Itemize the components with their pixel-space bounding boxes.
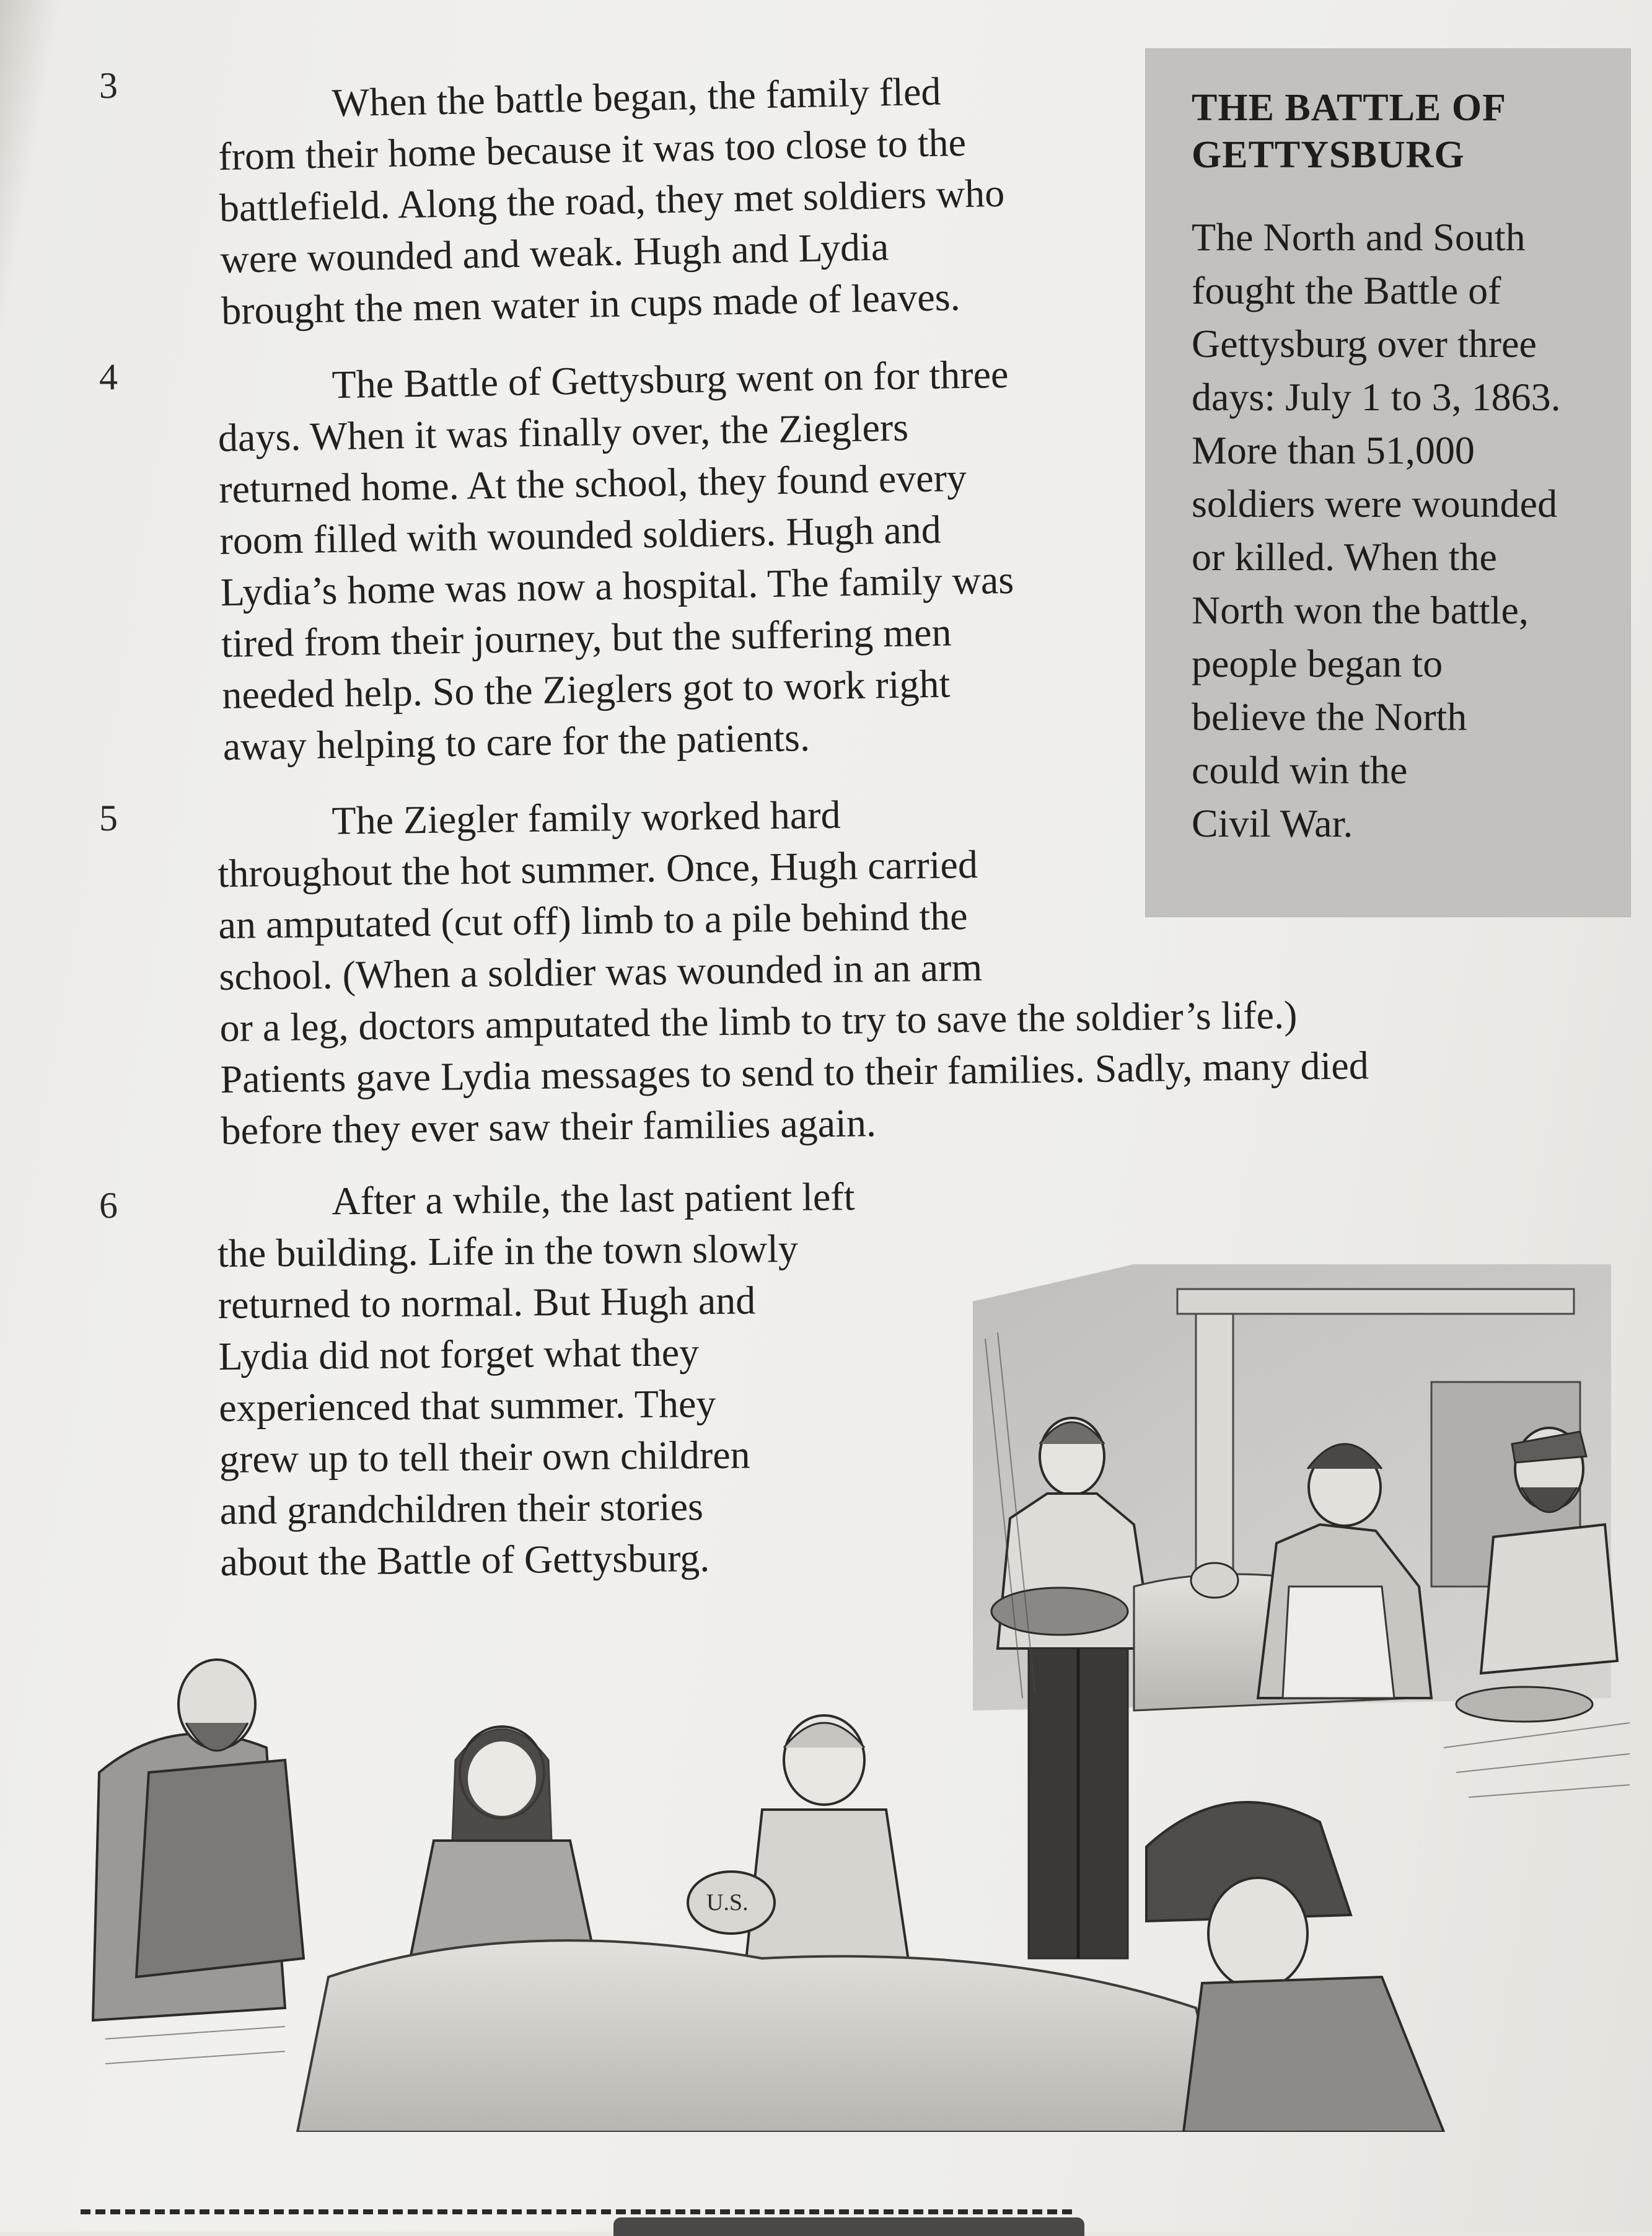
paragraph-line: brought the men water in cups made of leaves. (221, 275, 961, 333)
man-in-chair (93, 1660, 304, 2020)
sidebar-line: believe the North (1192, 695, 1467, 739)
paragraph-number-6: 6 (99, 1185, 118, 1226)
footer-tab (613, 2217, 1084, 2236)
paragraph-line: tired from their journey, but the suffering men (221, 610, 952, 666)
sidebar-line: soldiers were wounded (1192, 482, 1558, 526)
paragraph-line: battlefield. Along the road, they met soldiers who (219, 170, 1005, 230)
cap-label: U.S. (706, 1890, 749, 1916)
sidebar-box (1145, 48, 1631, 917)
paragraph-line: Lydia did not forget what they (218, 1330, 700, 1378)
paragraph-line: returned to normal. But Hugh and (217, 1278, 756, 1327)
woman-in-bonnet (1146, 1802, 1444, 2132)
paragraph-line: Patients gave Lydia messages to send to their families. Sadly, many died (220, 1043, 1369, 1101)
paragraph-line: throughout the hot summer. Once, Hugh carried (217, 842, 978, 896)
paragraph-line: The Ziegler family worked hard (332, 792, 841, 843)
sidebar-title-line: THE BATTLE OF (1192, 87, 1506, 129)
paragraph-line: school. (When a soldier was wounded in an arm (219, 944, 983, 998)
sidebar-line: Gettysburg over three (1192, 322, 1537, 366)
sidebar-title (1192, 84, 1506, 178)
sidebar-line: fought the Battle of (1192, 268, 1501, 312)
paragraph-line: about the Battle of Gettysburg. (220, 1536, 710, 1584)
paragraph-line: or a leg, doctors amputated the limb to try to save the soldier’s life.) (219, 992, 1298, 1050)
paragraph-line: the building. Life in the town slowly (217, 1226, 799, 1275)
paragraph-number-4: 4 (99, 356, 118, 397)
boy-hugh (744, 1715, 911, 1983)
paragraph-line: away helping to care for the patients. (222, 715, 811, 768)
paragraph-3 (217, 64, 1007, 337)
paragraph-line: experienced that summer. They (218, 1381, 716, 1430)
paragraph-line: When the battle began, the family fled (332, 69, 941, 125)
hospital-scene-illustration (81, 1264, 1642, 2132)
sidebar-line: days: July 1 to 3, 1863. (1192, 375, 1561, 419)
paragraph-line: The Battle of Gettysburg went on for three (332, 351, 1009, 407)
paragraph-line: from their home because it was too close to the (217, 120, 967, 178)
sidebar-line: The North and South (1192, 215, 1526, 259)
footer-dashed-line (81, 2209, 1072, 2214)
paragraph-line: days. When it was finally over, the Zieglers (217, 405, 909, 460)
sidebar-line: or killed. When the (1192, 535, 1497, 579)
sidebar-text (1192, 211, 1561, 850)
paragraph-line: room filled with wounded soldiers. Hugh and (219, 507, 942, 563)
paragraph-number-5: 5 (99, 798, 118, 838)
sidebar-title-line: GETTYSBURG (1192, 134, 1465, 176)
sidebar-line: Civil War. (1192, 801, 1353, 845)
paragraph-line: before they ever saw their families again. (221, 1101, 877, 1153)
paragraph-line: an amputated (cut off) limb to a pile behind the (218, 894, 969, 947)
paragraph-line: After a while, the last patient left (332, 1174, 855, 1223)
sidebar-line: More than 51,000 (1192, 428, 1475, 472)
sidebar-line: could win the (1192, 748, 1408, 792)
paragraph-line: and grandchildren their stories (219, 1484, 704, 1533)
paragraph-line: grew up to tell their own children (219, 1432, 750, 1481)
paragraph-line: were wounded and weak. Hugh and Lydia (219, 224, 889, 281)
paragraph-4 (217, 348, 1017, 772)
paragraph-line: Lydia’s home was now a hospital. The family was (220, 557, 1014, 614)
sidebar-line: North won the battle, (1192, 588, 1529, 632)
sidebar-line: people began to (1192, 641, 1443, 685)
mantel (1177, 1289, 1574, 1314)
paragraph-number-3: 3 (99, 65, 118, 106)
paragraph-line: returned home. At the school, they found every (218, 456, 967, 511)
paragraph-line: needed help. So the Zieglers got to work right (221, 661, 951, 717)
